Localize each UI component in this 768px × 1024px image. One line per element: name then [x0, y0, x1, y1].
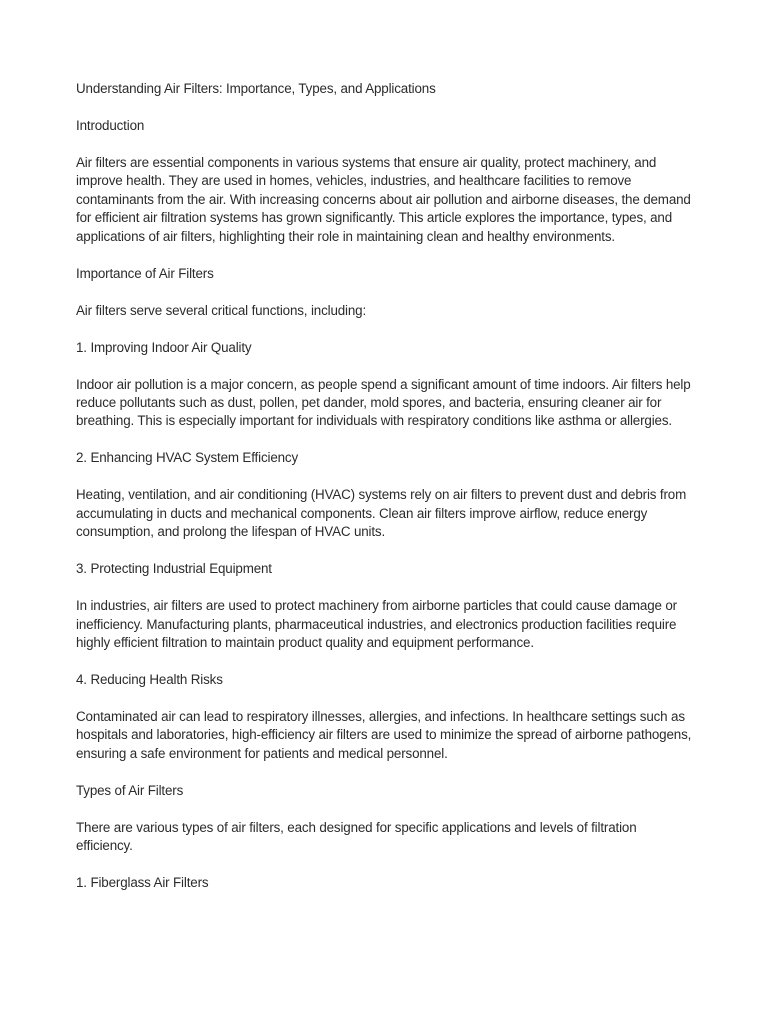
item2-paragraph: Heating, ventilation, and air conditioning (HVAC) systems rely on air filters to prevent dust and debris from accumulating in ducts and mechanical components. Clean air filters improve airflow, reduce energy consumption, and prolong the lifespan of HVAC units.: [76, 487, 687, 540]
types-heading: Types of Air Filters: [76, 782, 184, 798]
intro-heading: Introduction: [76, 118, 145, 133]
document-title: Understanding Air Filters: Importance, Types, and Applications: [76, 81, 436, 96]
item2-heading: 2. Enhancing HVAC System Efficiency: [76, 450, 298, 466]
item4-paragraph: Contaminated air can lead to respiratory illnesses, allergies, and infections. In healthcare settings such as hospitals and laboratories, high-efficiency air filters are used to minimize the spread of airborne pathogens, ensuring a safe environment for patients and medical personnel.: [76, 709, 692, 761]
document-body: [76, 80, 696, 911]
item1-heading: 1. Improving Indoor Air Quality: [76, 339, 252, 355]
item3-paragraph: In industries, air filters are used to protect machinery from airborne particles that could cause damage or inefficiency. Manufacturing plants, pharmaceutical industries, and electronics production facilities require highly efficient filtration to maintain product quality and equipment performance.: [76, 598, 677, 651]
item3-heading: 3. Protecting Industrial Equipment: [76, 561, 272, 577]
types-intro: There are various types of air filters, each designed for specific applications and levels of filtration efficiency.: [76, 819, 637, 854]
item4-heading: 4. Reducing Health Risks: [76, 672, 223, 688]
importance-heading: Importance of Air Filters: [76, 265, 214, 281]
type1-heading: 1. Fiberglass Air Filters: [76, 875, 209, 891]
item1-paragraph: Indoor air pollution is a major concern, as people spend a significant amount of time indoors. Air filters help reduce pollutants such as dust, pollen, pet dander, mold spores, and bacteria, ensuring cleaner air for breathing. This is especially important for individuals with respiratory conditions like asthma or allergies.: [76, 376, 691, 429]
importance-intro: Air filters serve several critical functions, including:: [76, 302, 367, 318]
intro-paragraph: Air filters are essential components in various systems that ensure air quality, protect machinery, and improve health. They are used in homes, vehicles, industries, and healthcare facilities to remove contaminants from the air. With increasing concerns about air pollution and airborne diseases, the demand for efficient air filtration systems has grown significantly. This article explores the importance, types, and applications of air filters, highlighting their role in maintaining clean and healthy environments.: [76, 155, 691, 244]
